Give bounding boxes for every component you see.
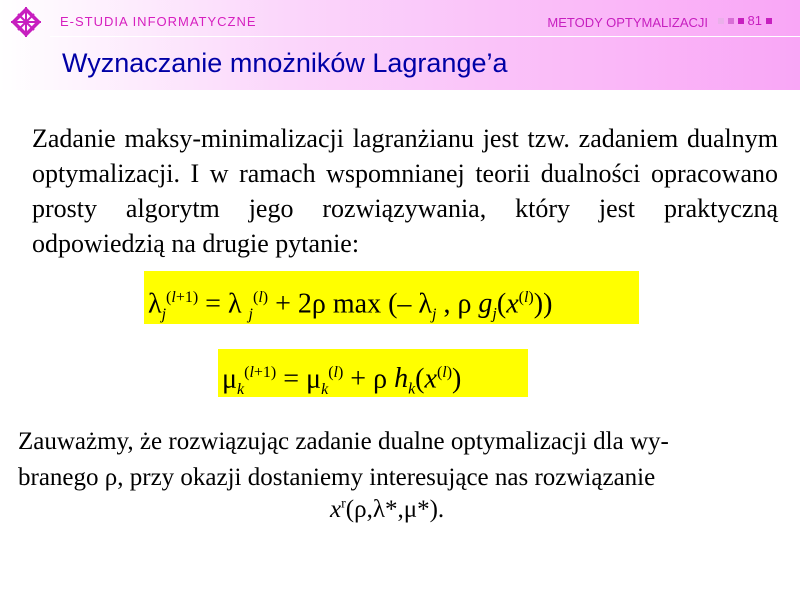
page-indicator [718,13,772,28]
conclusion-line: Zauważmy, że rozwiązując zadanie dualne optymalizacji dla wy- [18,428,669,455]
page-number: 81 [747,13,762,28]
logo-icon [10,6,42,38]
solution-expression: $x^r(\rho,\lambda*,\mu*)$. [330,496,445,523]
slide-title: Wyznaczanie mnożników Lagrange’a [62,48,508,78]
pager-square-icon [728,18,734,24]
brand-name: E-STUDIA INFORMATYCZNE [60,14,257,29]
conclusion-paragraph [18,424,790,496]
slide-header [0,0,800,90]
conclusion-line: branego ρ, przy okazji dostaniemy interesujące nas rozwiązanie [18,464,656,491]
pager-square-icon [738,18,744,24]
mu-update-formula: $\mu_k^{(l+1)} = \mu_k^{(l)} + \rho$ $h_k(x^{(l)})$ [218,349,528,397]
course-name: METODY OPTYMALIZACJI [547,15,708,30]
pager-square-icon [718,18,724,24]
intro-paragraph: Zadanie maksy-minimalizacji lagranżianu jest tzw. zadaniem dualnym optymalizacji. I w ramach wspomnianej teorii dualności opracowano prosty algorytm jego rozwiązywania, który jest praktyczną odpowiedzią na drugie pytanie: [32,124,778,258]
header-divider [50,36,800,37]
pager-square-icon [766,18,772,24]
lambda-update-formula: $\lambda_j^{(l+1)} = \lambda$ $_j^{(l)}$ + 2ρ max (– $\lambda_j$ , ρ $g_j(x^{(l)})$) [144,271,639,324]
